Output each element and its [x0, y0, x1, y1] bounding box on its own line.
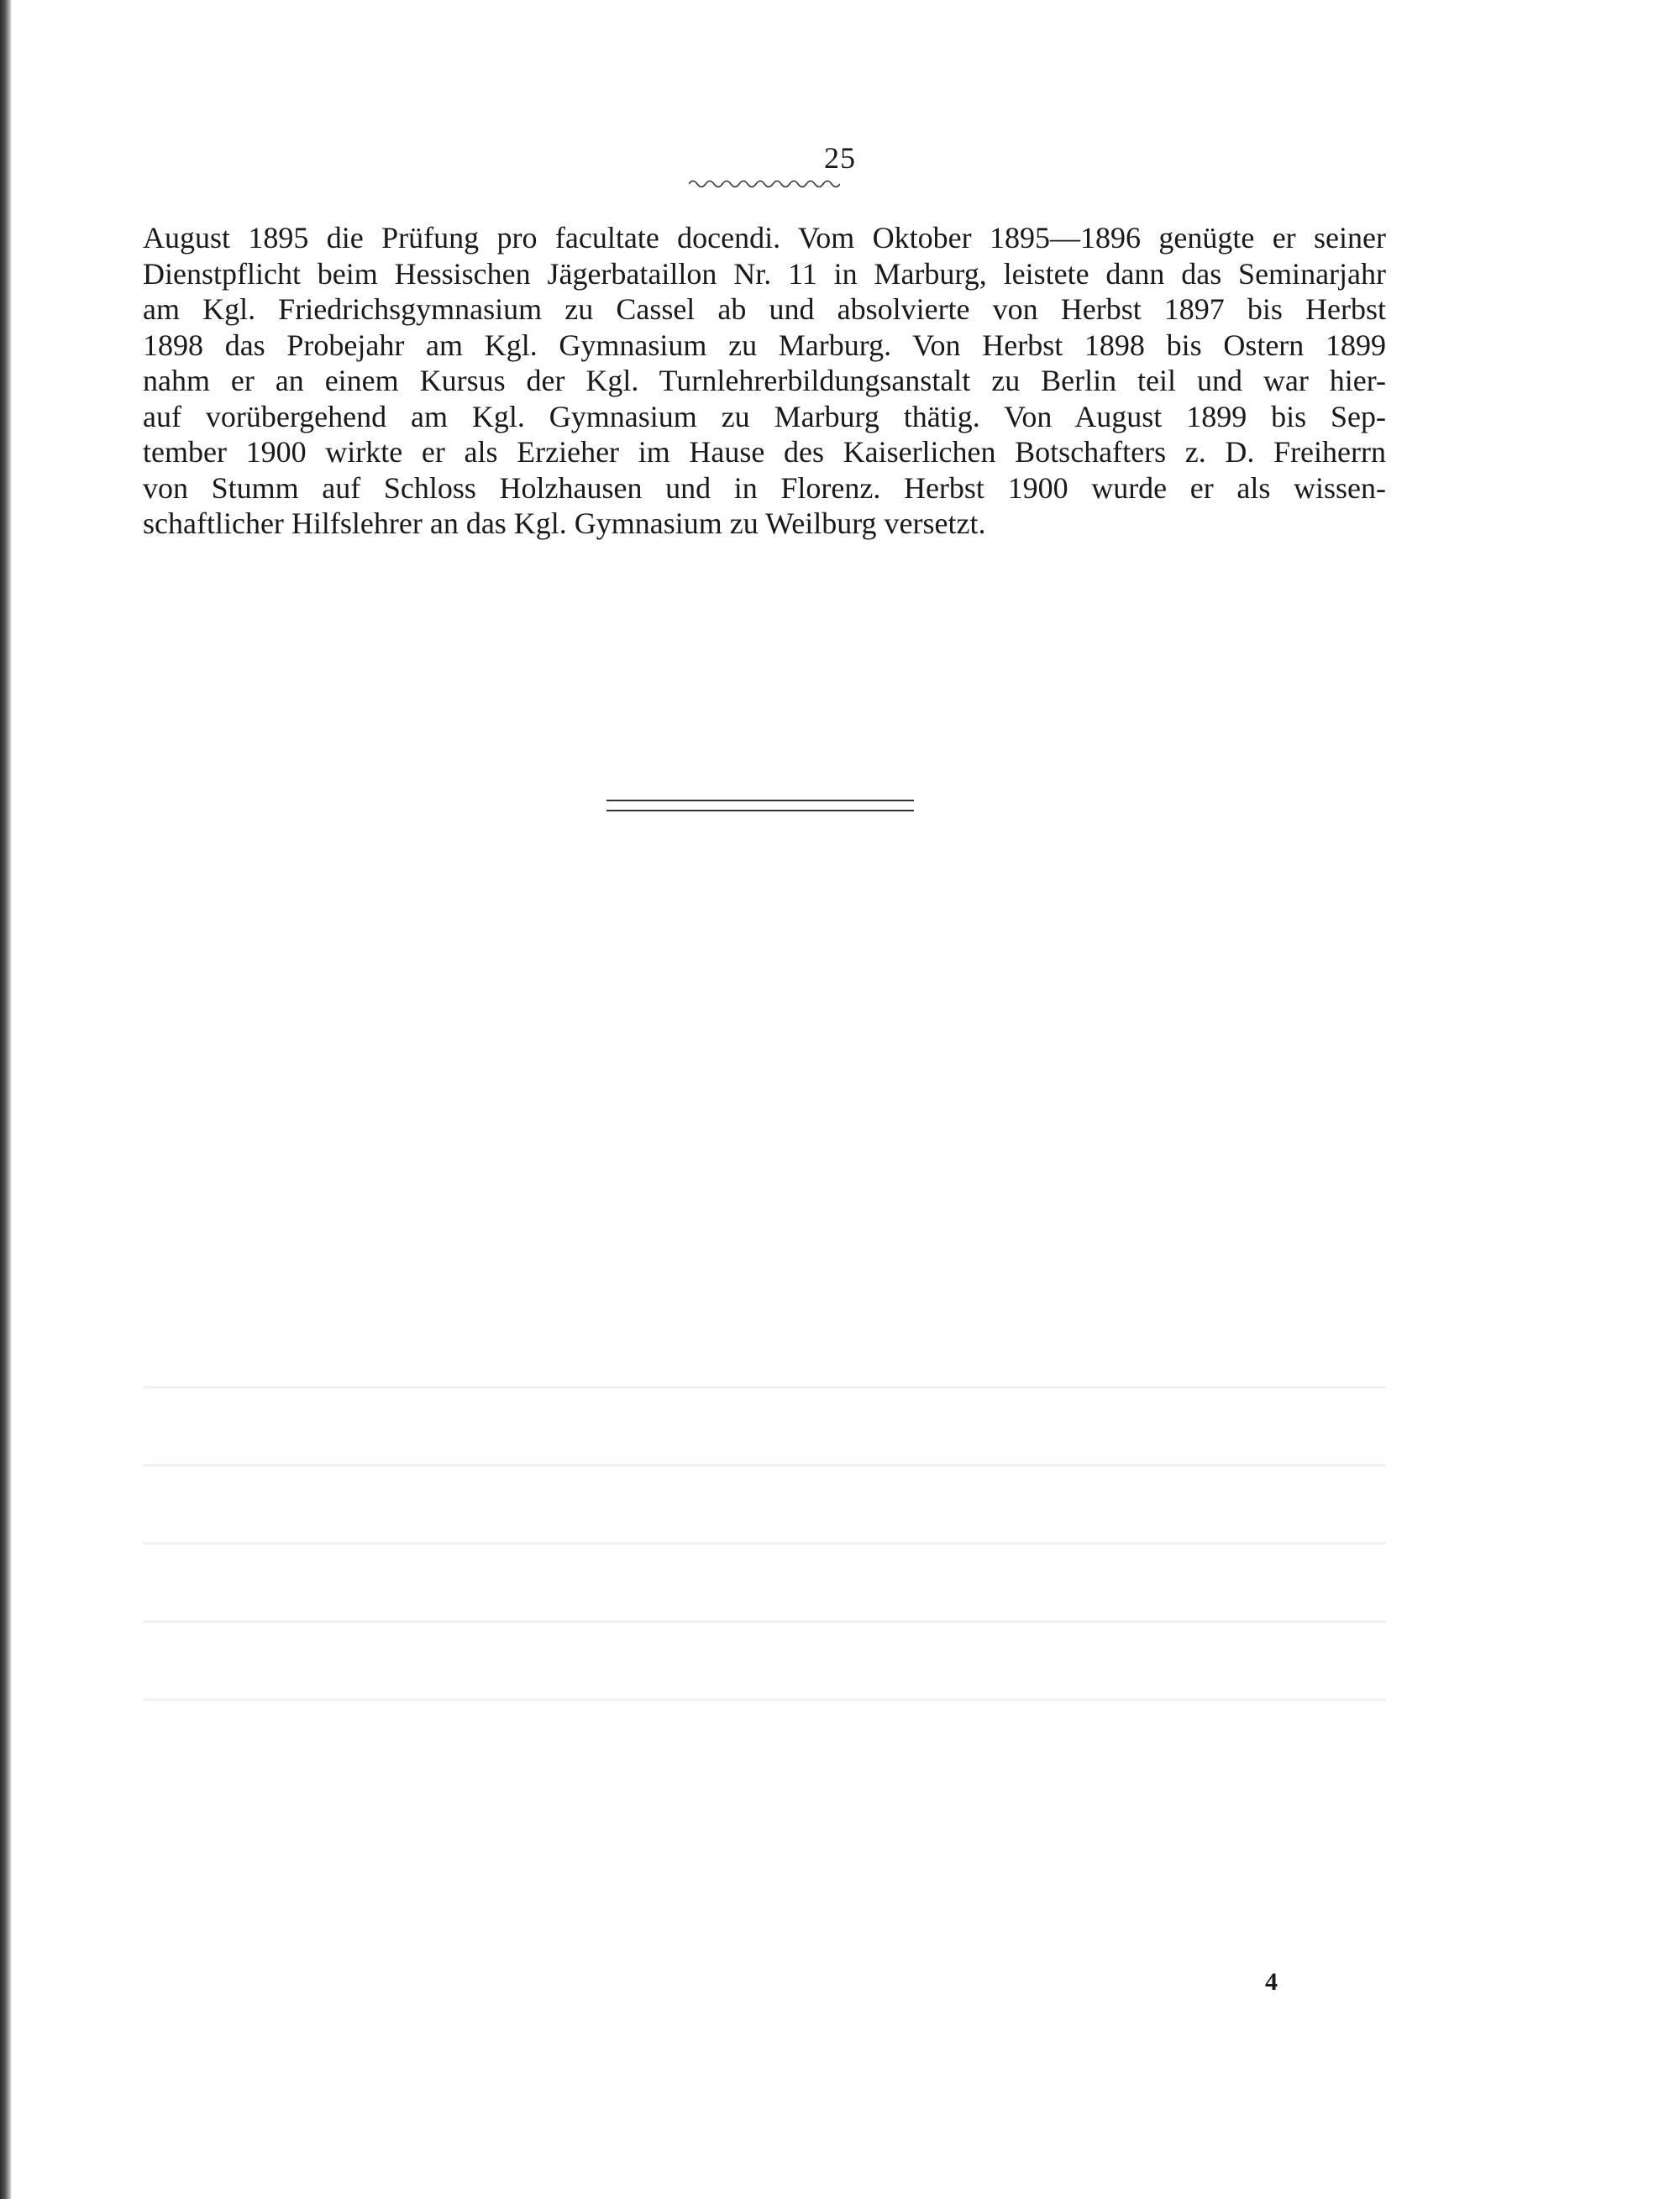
text-line: tember 1900 wirkte er als Erzieher im Hause des Kaiserlichen Botschafters z. D. Freiherrn [143, 435, 1386, 469]
page-binding-edge [0, 0, 12, 2199]
wavy-ornament [689, 178, 840, 190]
text-line: nahm er an einem Kursus der Kgl. Turnlehrerbildungsanstalt zu Berlin teil und war hier- [143, 364, 1386, 397]
section-divider [606, 800, 914, 811]
text-line: auf vorübergehend am Kgl. Gymnasium zu Marburg thätig. Von August 1899 bis Sep- [143, 399, 1386, 433]
text-line: am Kgl. Friedrichsgymnasium zu Cassel ab und absolvierte von Herbst 1897 bis Herbst [143, 292, 1386, 326]
text-line: schaftlicher Hilfslehrer an das Kgl. Gymnasium zu Weilburg versetzt. [143, 506, 986, 540]
page-number: 25 [824, 141, 856, 175]
show-through-artifact [143, 1386, 1386, 1907]
signature-mark: 4 [1265, 1968, 1278, 1996]
text-line: 1898 das Probejahr am Kgl. Gymnasium zu Marburg. Von Herbst 1898 bis Ostern 1899 [143, 328, 1386, 362]
text-line: August 1895 die Prüfung pro facultate docendi. Vom Oktober 1895—1896 genügte er seiner [143, 221, 1386, 255]
body-paragraph [143, 220, 1386, 542]
text-line: von Stumm auf Schloss Holzhausen und in Florenz. Herbst 1900 wurde er als wissen- [143, 470, 1386, 505]
text-line: Dienstpflicht beim Hessischen Jägerbataillon Nr. 11 in Marburg, leistete dann das Seminarjahr [143, 256, 1386, 291]
